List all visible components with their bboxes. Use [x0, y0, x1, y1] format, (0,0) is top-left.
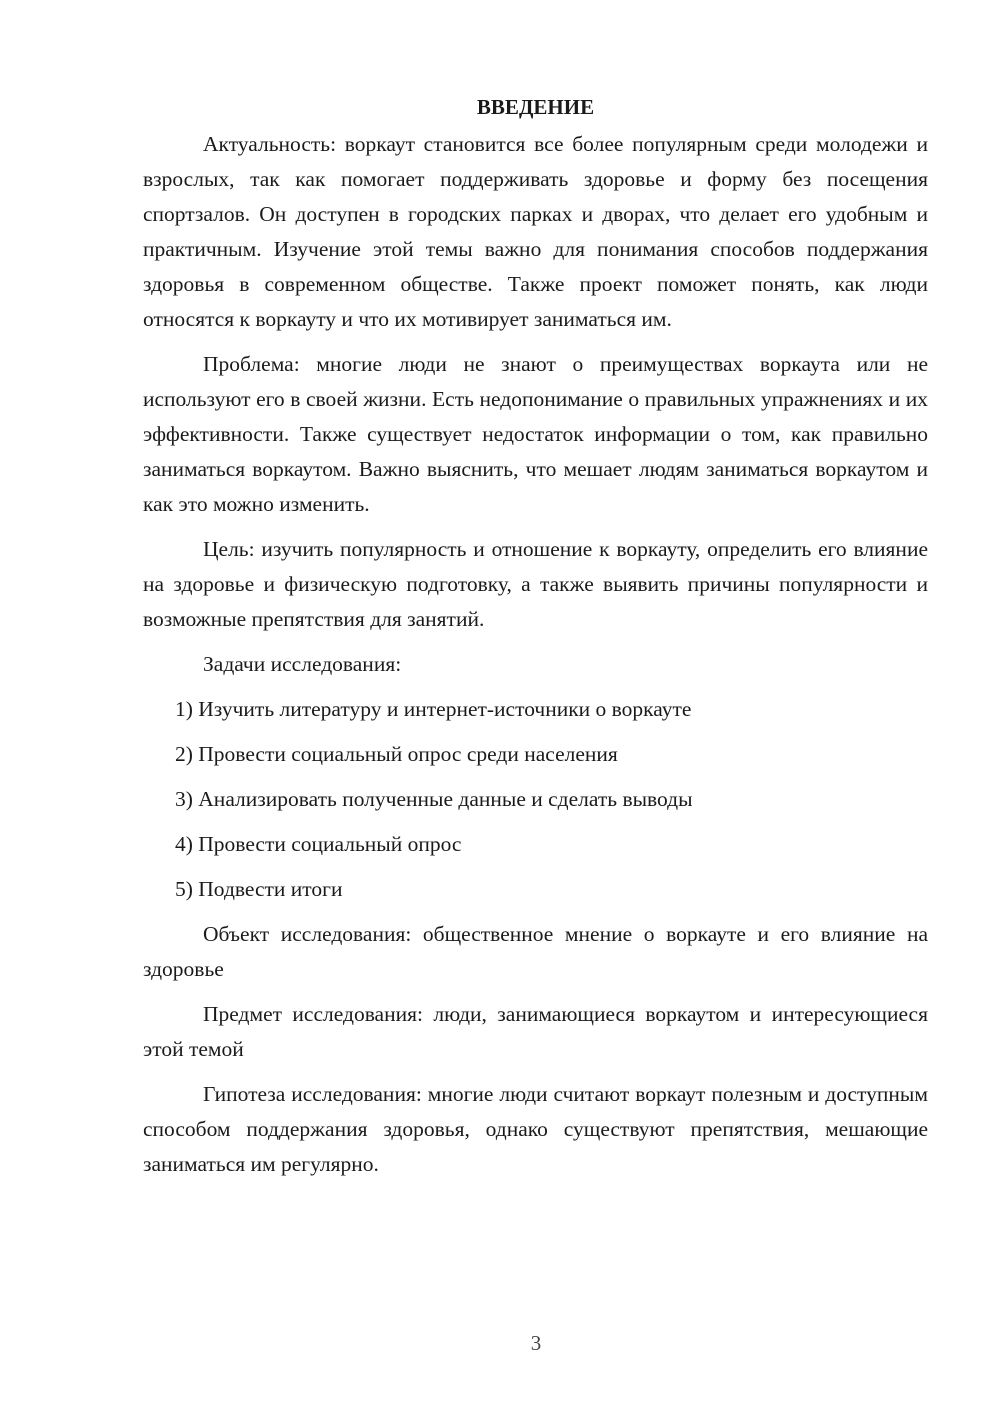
subject-paragraph: Предмет исследования: люди, занимающиеся воркаутом и интересующиеся этой темой [143, 1002, 928, 1061]
tasks-heading: Задачи исследования: [203, 652, 402, 676]
list-item: 2) Провести социальный опрос среди населения [175, 742, 618, 766]
page-number: 3 [530, 1331, 542, 1355]
list-item: 5) Подвести итоги [175, 877, 343, 901]
goal-paragraph: Цель: изучить популярность и отношение к воркауту, определить его влияние на здоровье и физическую подготовку, а также выявить причины популярности и возможные препятствия для занятий. [143, 537, 928, 631]
tasks-list [143, 692, 928, 907]
object-paragraph: Объект исследования: общественное мнение о воркауте и его влияние на здоровье [143, 922, 928, 981]
document-page [143, 92, 928, 1182]
list-item: 3) Анализировать полученные данные и сделать выводы [175, 787, 693, 811]
problem-paragraph: Проблема: многие люди не знают о преимуществах воркаута или не используют его в своей жизни. Есть недопонимание о правильных упражнениях и их эффективности. Также существует недостаток информации о том, как правильно заниматься воркаутом. Важно выяснить, что мешает людям заниматься воркаутом и как это можно изменить. [143, 352, 928, 516]
list-item: 4) Провести социальный опрос [175, 832, 462, 856]
list-item: 1) Изучить литературу и интернет-источники о воркауте [175, 697, 692, 721]
hypothesis-paragraph: Гипотеза исследования: многие люди считают воркаут полезным и доступным способом поддержания здоровья, однако существуют препятствия, мешающие заниматься им регулярно. [143, 1082, 928, 1176]
relevance-paragraph: Актуальность: воркаут становится все более популярным среди молодежи и взрослых, так как помогает поддерживать здоровье и форму без посещения спортзалов. Он доступен в городских парках и дворах, что делает его удобным и практичным. Изучение этой темы важно для понимания способов поддержания здоровья в современном обществе. Также проект поможет понять, как люди относятся к воркауту и что их мотивирует заниматься им. [143, 132, 928, 331]
page-title: ВВЕДЕНИЕ [476, 95, 595, 119]
